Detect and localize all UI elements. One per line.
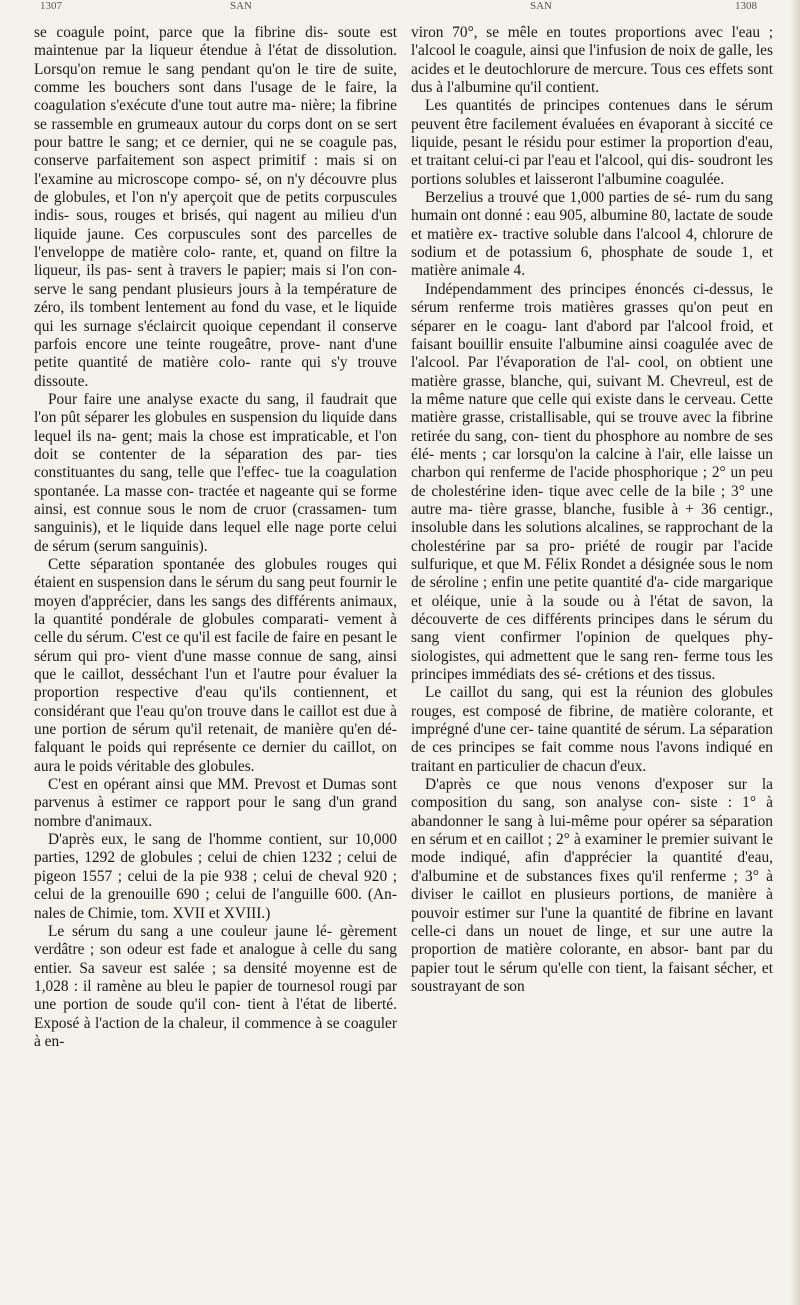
- paragraph: D'après ce que nous venons d'exposer sur la composition du sang, son analyse con- siste : 1° à abandonner le sang à lui-même pour opérer sa séparation en sérum et en caillot ; 2° à examiner le premier suivant le mode indiqué, afin d'apprécier la quantité d'eau, d'albumine et de substances fixes qu'il renferme ; 3° à diviser le caillot en plusieurs portions, de manière à pouvoir estimer sur l'une la quantité de fibrine en lavant celle-ci dans un nouet de linge, et sur une autre la proportion de matière colorante, en absor- bant par du papier tout le sérum qu'elle con tient, la faisant sécher, et soustrayant de son: [411, 776, 773, 995]
- paragraph: D'après eux, le sang de l'homme contient, sur 10,000 parties, 1292 de globules ; celui de chien 1232 ; celui de pigeon 1557 ; celui de la pie 938 ; celui de cheval 920 ; celui de la grenouille 690 ; celui de l'anguille 600. (An- nales de Chimie, tom. XVII et XVIII.): [34, 831, 397, 922]
- paragraph: Berzelius a trouvé que 1,000 parties de sé- rum du sang humain ont donné : eau 905, albumine 80, lactate de soude et matière ex- tractive soluble dans l'alcool 4, chlorure de sodium et de potassium 6, phosphate de soude 1, et matière animale 4.: [411, 189, 773, 280]
- paragraph: Cette séparation spontanée des globules rouges qui étaient en suspension dans le sérum du sang peut fournir le moyen d'apprécier, dans les sangs des différents animaux, la quantité pondérale de globules comparati- vement à celle du sérum. C'est ce qu'il est facile de faire en pesant le sérum qui pro- vient d'une masse connue de sang, ainsi que le caillot, desséchant l'un et l'autre pour évaluer la proportion respective d'eau qu'ils contiennent, et considérant que l'eau qu'on trouve dans le caillot est due à une portion de sérum qu'il retenait, de manière qu'en dé- falquant le poids qui représente ce dernier du caillot, on aura le poids véritable des globules.: [34, 555, 397, 775]
- running-title-right: SAN: [530, 0, 553, 12]
- paragraph: viron 70°, se mêle en toutes proportions avec l'eau ; l'alcool le coagule, ainsi que l'infusion de noix de galle, les acides et le deutochlorure de mercure. Tous ces effets sont dus à l'albumine qu'il contient.: [411, 24, 773, 97]
- paragraph: Les quantités de principes contenues dans le sérum peuvent être facilement évaluées en évaporant à siccité ce liquide, pesant le résidu pour estimer la proportion d'eau, et traitant celui-ci par l'eau et l'alcool, qui dis- soudront les portions solubles et laisseront l'albumine coagulée.: [411, 97, 773, 188]
- paragraph: Indépendamment des principes énoncés ci-dessus, le sérum renferme trois matières grasses qu'on peut en séparer en le coagu- lant d'abord par l'alcool froid, et faisant bouillir ensuite l'albumine ainsi coagulée avec de l'alcool. Par l'évaporation de l'al- cool, on obtient une matière grasse, blanche, qui, suivant M. Chevreul, est de la même nature que celle qui existe dans le cerveau. Cette matière grasse, cristallisable, qui se trouve avec la fibrine retirée du sang, con- tient du phosphore au nombre de ses élé- ments ; car lorsqu'on la calcine à l'air, elle laisse un charbon qui renferme de l'acide phosphorique ; 2° un peu de cholestérine iden- tique avec celle de la bile ; 3° une autre ma- tière grasse, blanche, fusible à + 36 centigr., insoluble dans les solutions alcalines, se rapprochant de la cholestérine par sa pro- priété de rougir par l'acide sulfurique, et que M. Félix Rondet a désignée sous le nom de séroline ; enfin une petite quantité d'a- cide margarique et oléique, unie à la soude ou à l'état de savon, la découverte de ces différents principes dans le sérum du sang vient confirmer l'opinion de quelques phy- siologistes, qui admettent que le sang ren- ferme tous les principes immédiats des sé- crétions et des tissus.: [411, 280, 773, 684]
- page-number-left: 1307: [40, 0, 62, 12]
- paragraph: se coagule point, parce que la fibrine dis- soute est maintenue par la liqueur étendue à l'état de dissolution. Lorsqu'on remue le sang pendant qu'on le tire de suite, comme les bouchers sont dans l'usage de le faire, la coagulation s'exécute d'une tout autre ma- nière; la fibrine se rassemble en grumeaux autour du corps dont on se sert pour battre le sang; et ce dernier, qui ne se coagule pas, conserve parfaitement son aspect primitif : mais si on l'examine au microscope compo- sé, on n'y découvre plus de globules, et l'on n'y aperçoit que de petits corpuscules indis- sous, rouges et brisés, qui nagent au milieu d'un liquide jaune. Ces corpuscules sont des parcelles de l'enveloppe de matière colo- rante, et, quand on filtre la liqueur, ils pas- sent à travers le papier; mais si l'on con- serve le sang pendant plusieurs jours à la température de zéro, ils tombent lentement au fond du vase, et le liquide qui les surnage s'éclaircit quoique cependant il conserve parfois encore une teinte rougeâtre, prove- nant d'une petite quantité de matière colo- rante qui s'y trouve dissoute.: [34, 24, 397, 390]
- scan-edge-shadow: [790, 0, 800, 1305]
- right-column: [411, 24, 773, 996]
- paragraph: Le sérum du sang a une couleur jaune lé- gèrement verdâtre ; son odeur est fade et analogue à celle du sang entier. Sa saveur est salée ; sa densité moyenne est de 1,028 : il ramène au bleu le papier de tournesol rougi par une portion de soude qu'il con- tient à l'état de liberté. Exposé à l'action de la chaleur, il commence à se coaguler à en-: [34, 922, 397, 1050]
- running-head: [0, 0, 800, 18]
- paragraph: Pour faire une analyse exacte du sang, il faudrait que l'on pût séparer les globules en suspension du liquide dans lequel ils na- gent; mais la chose est impraticable, et l'on doit se contenter de la séparation des par- ties constituantes du sang, telle que l'effec- tue la coagulation spontanée. La masse con- tractée et nageante qui se forme ainsi, est connue sous le nom de cruor (crassamen- tum sanguinis), et le liquide dans lequel elle nage porte celui de sérum (serum sanguinis).: [34, 390, 397, 555]
- paragraph: Le caillot du sang, qui est la réunion des globules rouges, est composé de fibrine, de matière colorante, et imprégné d'une cer- taine quantité de sérum. La séparation de ces principes se fait comme nous l'avons indiqué en traitant en particulier de chacun d'eux.: [411, 684, 773, 775]
- left-column: [34, 24, 397, 1051]
- paragraph: C'est en opérant ainsi que MM. Prevost et Dumas sont parvenus à estimer ce rapport pour le sang d'un grand nombre d'animaux.: [34, 776, 397, 830]
- page-number-right: 1308: [735, 0, 757, 12]
- running-title-left: SAN: [230, 0, 253, 12]
